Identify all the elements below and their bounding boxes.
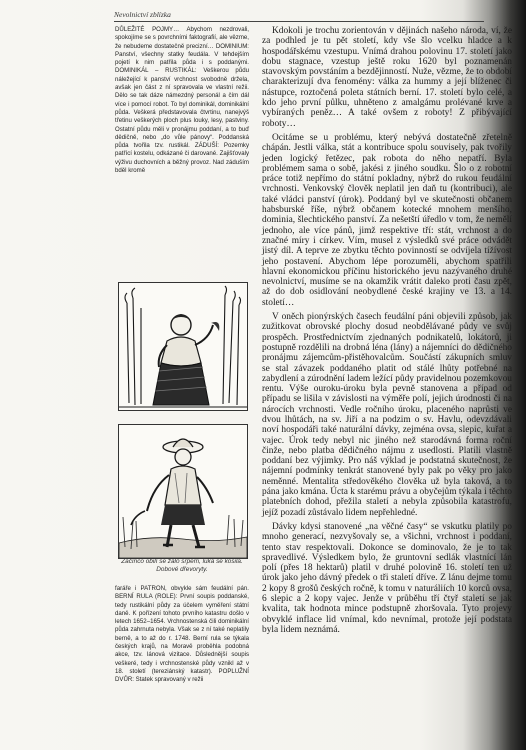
woodcut-woman-illustration — [119, 283, 247, 410]
paragraph: Ocitáme se u problému, který nebývá dostatečně zřetelně chápán. Jestli válka, stát a kontribuce spolu souvisely, pak tvořily jeden logický řetězec, pak robota do něho nepatří. Byla problémem sama o sobě, jakési z jiného soudku. Šlo o z robotní práce totiž nepřímo do státní pokladny, nýbrž do rukou feudální vrchnosti. Venkovský člověk neplatil jen daň tu (kontribuci), ale také vládci panství (úrok). Poddaný byl ve skutečnosti občanem habsburské říše, nýbrž občanem kotecké mnohem menšího, dominia, šlechtického panství. Za nešetští úředlo v tom, že nemělí jednoho, ale více pánů, jimž respektive tří: stát, vrchnost a do značné míry i církev. Vím, musel z výsledků své práce odvádět jistý díl. A teprve ze zbytku těchto povinností se odvíjela tížívost jeho postavení. Abychom lépe porozuměli, abychom spatřili hlavní ekonomickou příčinu historického jevu nazývaného druhé nevolnictví, musíme se na okamžik vrátit daleko proti času zpět, až do dob osidlování neobydlené české krajiny ve 13. a 14. století… — [262, 132, 512, 308]
figure-caption: Začínco obilí se žalo srpem, luka se kosila. Dobové dřevoryty. — [121, 558, 243, 573]
glossary-sidebar-bottom: faráře i PATRON, obvykle sám feudální pán. BERNÍ RULA (ROLE): První soupis poddanské, tedy rustikální půdy za účelem vyměření státní daně. K pořízení tohoto prvního katastru došlo v letech 1652–1654. Vrchnostenská čili dominikální půda zahrnuta nebyla. Však se z ní také neplatily berně, a to až do r. 1748. Berní rula se týkala českých krajů, na Moravě proběhla podobná akce, tzv. lánová vizitace. Důslednější soupis veškeré, tedy i vrchnostenské půdy vznikl až v 18. století (tereziánský katastr). POPLUŽNÍ DVŮR: Statek spravovaný v režii — [115, 585, 249, 684]
running-head: Nevolnictví zblízka — [114, 10, 171, 19]
paragraph: Kdokoli je trochu zorientován v dějinách našeho národa, ví, že za podhled je tu pět století, kdy vše šlo vcelku hladce a k hospodářskému vzestupu. Vnímá drahou polovinu 17. století jako dobu stagnace, vzestup ještě roku 1620 byl poznamenán stavovským povstáním a bezdějinností. Nuže, vězme, že to období charakterizují dva fenomény: válka za hummy a její blíženec či nástupce, roztočená poleta státních berní. 17. století bylo celé, a kdo jeho první půlku, uhněteno z amalgámu prolévané krve a vybíraných peněz… A také ovšem z roboty! Z přibývající roboty… — [262, 26, 512, 129]
woodcut-figure-bottom — [118, 424, 248, 559]
paragraph: V oněch pionýrských časech feudální páni objevili způsob, jak zužitkovat obrovské plochy dosud neobdělávané půdy ve svůj prospěch. Prostřednictvím zjednaných podnikatelů, lokátorů, ji postupně rozdělili na drobná léna (lány) a nájemníci do dědičného pronájmu zájemcům-přistěhovalcům. Součástí zákupních smluv se stal závazek poddaného platit od stálé lhůty potřebné na zabydlení a zúrodnění ladem ležící půdy pravidelnou pozemkovou rentu. Výše ouroku-úroku byla pevně stanovena a případ od případu se lišila v závislosti na výměře polí, jejich úrodnosti či na nárocích vrchnosti. Vedle ročního úroku, placeného naprůsti ve dvou lhůtách, na sv. Jiří a na podzim o sv. Havlu, odevzdávali noví hospodáři také naturální dávky, zejména ovsa, slepic, kuřat a vajec. Úrok tedy nebyl nic jiného než starodávná forma roční činže, nebo platba dědičného nájmu z usedlosti. Platili vlastně poddaní bez výjimky. Pro náš výklad je podstatná skutečnost, že nájemní podmínky tenkrát stanovené byly pak po věky pro jako neměnné. Mentalita středověkého člověka už byla taková, a to pána jako kmána. Úcta k starému právu a obyčejům týkala i těchto platebních dohod, přežila staletí a nebyla způsobila katastrofu, jejíž pozadí zůstávalo lidem nepřehledné. — [262, 312, 512, 518]
header-rule — [114, 21, 484, 22]
woodcut-figure-top — [118, 282, 248, 411]
main-text-column — [262, 26, 512, 639]
woodcut-reaper-illustration — [119, 425, 247, 558]
glossary-sidebar-top: DŮLEŽITÉ POJMY… Abychom nezdrovali, spokojíme se s povrchními faktografií, ale vězme, že nebudeme dostatečně precizní… DOMINIUM: Panství, všechny statky feudála. V tehdejším pojetí k nim patřila půda i s poddanými. DOMINIKÁL – RUSTIKÁL: Veškerou půdu náležející k panství vrchnost svobodně držela, avšak jen část z ní spravovala ve vlastní režii. Dělo se tak dáze námezdný personál a čím dál více i pomocí robot. To byl dominikál, dominikální půda. Veškerá představovala čtvrtinu, nanejvýš třetinu veškerých ploch plus louky, lesy, pastviny. Ostatní půdu měli v pronájmu poddaní, a to buď dědičně, nebo „do vůle pánovy“. Poddanská půda tvořila tzv. rustikál. ZÁDUŠÍ: Pozemky patřící kostelu, odkázané či darované. Zajišťovaly výživu duchovních a běžný provoz. Nad záduším bděl kromě — [115, 26, 249, 175]
paragraph: Dávky kdysi stanovené „na věčné časy“ se vskutku platily po mnoho generací, nezvyšovaly se, a všichni, vrchnost i poddaní, tento stav respektovali. Dokonce se dominovalo, že je to tak spravedlivé. Výsledkem bylo, že gruntovní sedlák vlastnící lán polí (přes 18 hektarů) platil v druhé polovině 16. století ten už úrok jako jeho dávný předek o tři staletí dříve. Z lánu dejme tomu 2 kopy 8 grošů českých ročně, k tomu v naturáliích 10 korců ovsa, 6 slepic a 2 kopy vajec. Jenže v průběhu tří čtyř staletí se jak kvalita, tak hodnota mince podstupně zhoršovala. Tyto projevy obvyklé inflace lid vnímal, kdo nevnímal, protože její podstata byla lidem neznámá. — [262, 521, 512, 635]
